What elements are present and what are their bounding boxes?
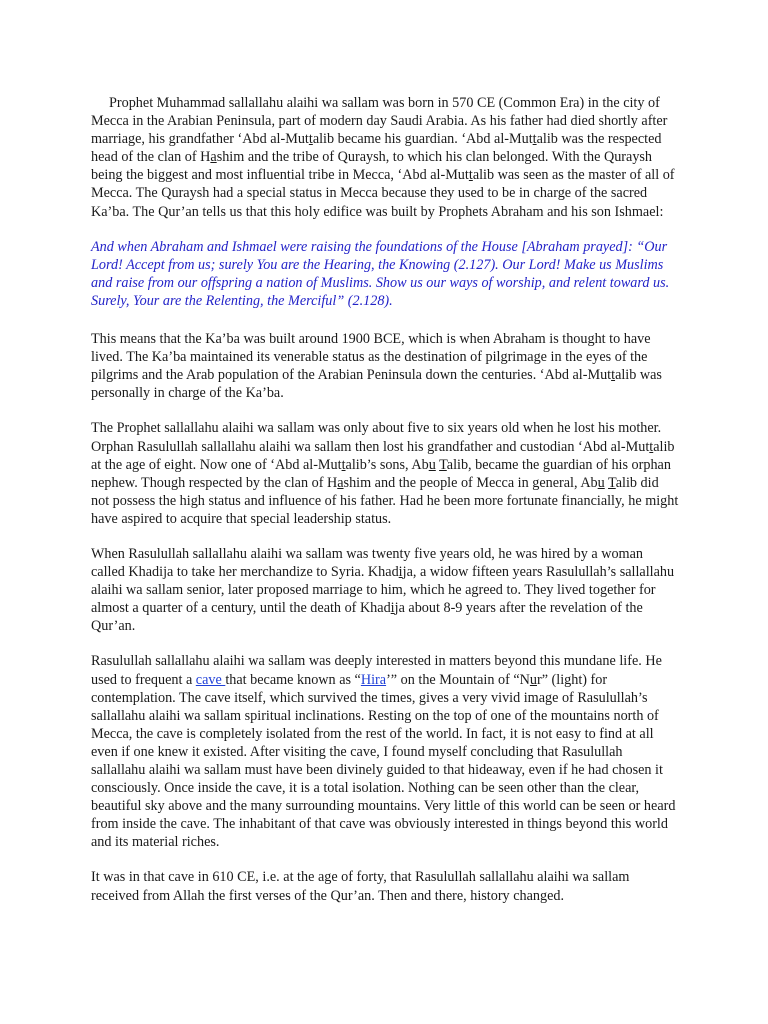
text-run: The Prophet sallallahu alaihi wa sallam was only about five to six years old when he lost his mother. Orphan Rasulullah sallallahu alaihi wa sallam then lost his grandfather and custodian ‘Abd al-Mut xyxy=(91,420,662,455)
text-run: alib was personally in charge of the Ka’ba. xyxy=(91,367,662,402)
text-run: alib was the respected head of the clan of H xyxy=(91,131,662,166)
underlined-letter: t xyxy=(341,456,346,473)
paragraph-revelation: It was in that cave in 610 CE, i.e. at the age of forty, that Rasulullah sallallahu alaihi wa sallam received from Allah the first verses of the Qur’an. Then and there, history changed. xyxy=(91,869,630,904)
text-run: This means that the Ka’ba was built around 1900 BCE, which is when Abraham is thought to have lived. The Ka’ba maintained its venerable status as the destination of pilgrimage in the eyes of the pilgrims and the Arab population of the Arabian Peninsula down the centuries. ‘Abd al-Mut xyxy=(91,331,651,384)
paragraph-kaba xyxy=(91,330,680,402)
paragraph-birth xyxy=(91,94,680,221)
underlined-letter: T xyxy=(439,456,447,473)
text-run: alib at the age of eight. Now one of ‘Abd al-Mut xyxy=(91,438,675,473)
text-run: ’” on the Mountain of “N xyxy=(386,671,530,688)
text-run: alib, became the guardian of his orphan nephew. Though respected by the clan of H xyxy=(91,456,671,491)
text-run: shim and the people of Mecca in general, Ab xyxy=(343,474,598,491)
text-run: Prophet Muhammad sallallahu alaihi wa sallam was born in 570 CE (Common Era) in the city of Mecca in the Arabian Peninsula, part of modern day Saudi Arabia. As his father had died shortly after marriage, his grandfather ‘Abd al-Mut xyxy=(91,95,668,148)
underlined-letter: u xyxy=(597,474,605,491)
text-run: shim and the tribe of Quraysh, to which his clan belonged. With the Quraysh being the biggest and most influential tribe in Mecca, ‘Abd al-Mut xyxy=(91,149,653,184)
underlined-letter: i xyxy=(390,600,395,617)
text-run: alib did not possess the high status and influence of his father. Had he been more fortunate financially, he might have aspired to acquire that special leadership status. xyxy=(91,474,679,527)
underlined-letter: t xyxy=(611,367,616,384)
text-run: alib was seen as the master of all of Mecca. The Quraysh had a special status in Mecca because they used to be in charge of the sacred Ka’ba. The Qur’an tells us that this holy edifice was built by Prophets Abraham and his son Ishmael: xyxy=(91,167,675,220)
cave-link[interactable]: cave xyxy=(195,671,226,688)
paragraph-orphan xyxy=(91,419,680,528)
text-run: When Rasulullah sallallahu alaihi wa sallam was twenty five years old, he was hired by a woman called Khadija to take her merchandize to Syria. Khad xyxy=(91,545,643,581)
underlined-letter: t xyxy=(532,131,537,148)
underlined-letter: u xyxy=(428,456,436,473)
quran-quote: And when Abraham and Ishmael were raising the foundations of the House [Abraham prayed]: “Our Lord! Accept from us; surely You are the Hearing, the Knowing (2.127). Our Lord! Make us Muslims and raise from our offspring a nation of Muslims. Show us our ways of worship, and relent toward us. Surely, Your are the Relenting, the Merciful” (2.128). xyxy=(91,238,670,309)
text-run: ja about 8-9 years after the revelation of the Qur’an. xyxy=(91,600,643,635)
underlined-letter: T xyxy=(608,474,616,491)
underlined-letter: t xyxy=(308,131,313,148)
underlined-letter: a xyxy=(210,149,217,166)
paragraph-khadija xyxy=(91,545,680,635)
underlined-letter: a xyxy=(337,474,344,491)
underlined-letter: i xyxy=(398,564,403,581)
paragraph-cave xyxy=(91,652,680,851)
underlined-letter: u xyxy=(529,671,537,688)
text-run: that became known as “ xyxy=(225,671,361,688)
text-run: Rasulullah sallallahu alaihi wa sallam was deeply interested in matters beyond this mundane life. He used to frequent a xyxy=(91,653,662,688)
underlined-letter: t xyxy=(468,167,473,184)
underlined-letter: t xyxy=(649,438,654,455)
text-run: alib became his guardian. ‘Abd al-Mut xyxy=(312,131,533,148)
text-run: r” (light) for contemplation. The cave itself, which survived the times, gives a very vivid image of Rasulullah’s sallallahu alaihi wa sallam spiritual inclinations. Resting on the top of one of the mountains north of Mecca, the cave is completely isolated from the rest of the world. In fact, it is not easy to find at all even if one knew it existed. After visiting the cave, I found myself concluding that Rasulullah sallallahu alaihi wa sallam must have been divinely guided to that hideaway, even if he had chosen it consciously. Once inside the cave, it is a total isolation. Nothing can be seen other than the clear, beautiful sky above and the many surrounding mountains. Very little of this world can be seen or heard from inside the cave. The inhabitant of that cave was obviously interested in things beyond this world and its material riches. xyxy=(91,671,676,851)
text-run: alib’s sons, Ab xyxy=(345,456,429,473)
hira-link[interactable]: Hira xyxy=(360,671,387,688)
text-run: ja, a widow fifteen years Rasulullah’s sallallahu alaihi wa sallam senior, later proposed marriage to him, which he agreed to. They lived together for almost a quarter of a century, until the death of Khad xyxy=(91,564,675,617)
